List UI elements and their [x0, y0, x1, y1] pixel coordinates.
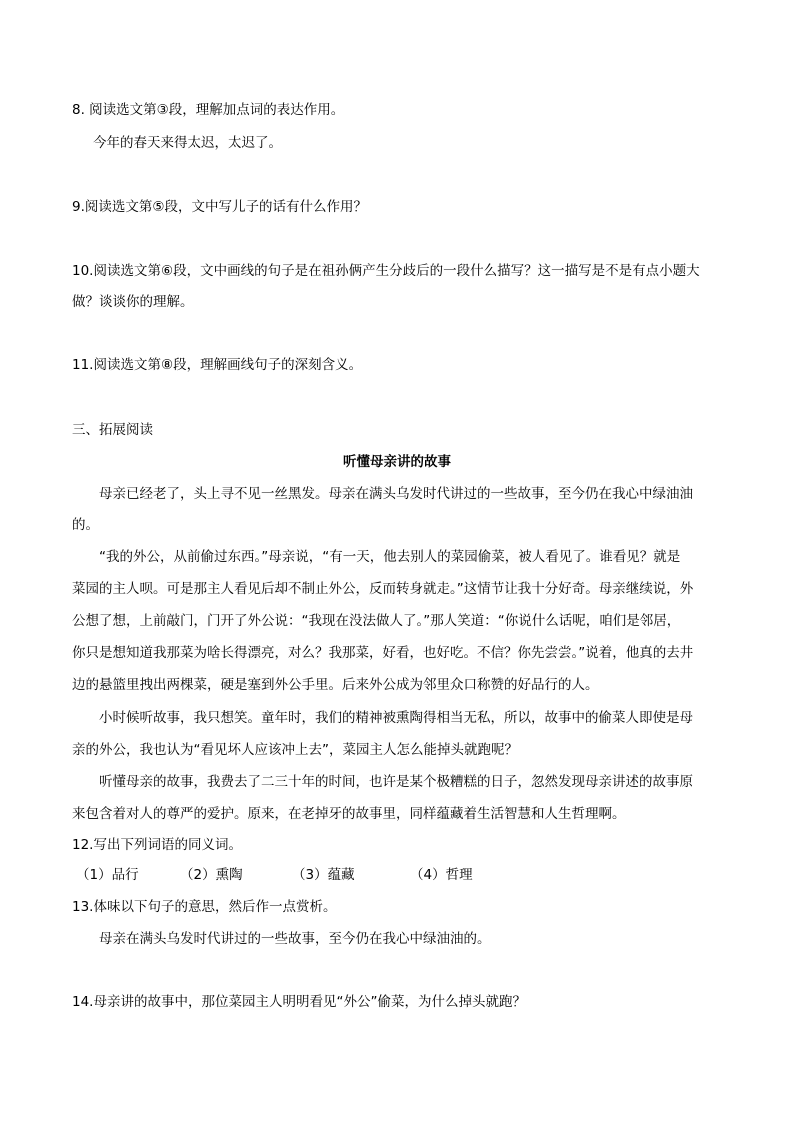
passage-para-2-line-1: “我的外公，从前偷过东西。”母亲说，“有一天，他去别人的菜园偷菜，被人看见了。谁看见？就是 — [99, 549, 681, 565]
passage-para-3-line-1: 小时候听故事，我只想笑。童年时，我们的精神被熏陶得相当无私，所以，故事中的偷菜人即使是母 — [99, 710, 693, 726]
passage-para-2-line-2: 菜园的主人呗。可是那主人看见后却不制止外公，反而转身就走。”这情节让我十分好奇。母亲继续说，外 — [72, 581, 694, 597]
section-3-heading: 三、拓展阅读 — [72, 422, 153, 438]
passage-para-1-line-1: 母亲已经老了，头上寻不见一丝黑发。母亲在满头乌发时代讲过的一些故事，至今仍在我心中绿油油 — [99, 486, 693, 502]
question-12-option-2: （2）熏陶 — [180, 867, 243, 883]
question-12-option-4: （4）哲理 — [410, 867, 473, 883]
question-12-option-3: （3）蕴藏 — [292, 867, 355, 883]
question-13-sentence: 母亲在满头乌发时代讲过的一些故事，至今仍在我心中绿油油的。 — [99, 931, 491, 947]
question-10-line-1: 10.阅读选文第⑥段，文中画线的句子是在祖孙俩产生分歧后的一段什么描写？这一描写是不是有点小题大 — [72, 263, 700, 279]
passage-para-4-line-1: 听懂母亲的故事，我费去了二三十年的时间，也许是某个极糟糕的日子，忽然发现母亲讲述的故事原 — [99, 774, 693, 790]
question-9-prompt: 9.阅读选文第⑤段，文中写儿子的话有什么作用？ — [72, 199, 367, 215]
passage-title: 听懂母亲讲的故事 — [343, 454, 451, 470]
question-12-prompt: 12.写出下列词语的同义词。 — [72, 837, 242, 853]
question-11-prompt: 11.阅读选文第⑧段，理解画线句子的深刻含义。 — [72, 357, 363, 373]
passage-para-4-line-2: 来包含着对人的尊严的爱护。原来，在老掉牙的故事里，同样蕴藏着生活智慧和人生哲理啊。 — [72, 806, 626, 822]
passage-para-2-line-3: 公想了想，上前敲门，门开了外公说：“我现在没法做人了。”那人笑道：“你说什么话呢，咱们是邻居， — [72, 613, 681, 629]
passage-para-2-line-5: 边的悬篮里拽出两棵菜，硬是塞到外公手里。后来外公成为邻里众口称赞的好品行的人。 — [72, 677, 599, 693]
passage-para-2-line-4: 你只是想知道我那菜为啥长得漂亮，对么？我那菜，好看，也好吃。不信？你先尝尝。”说着，他真的去井 — [72, 645, 694, 661]
question-14-prompt: 14.母亲讲的故事中，那位菜园主人明明看见“外公”偷菜，为什么掉头就跑？ — [72, 994, 526, 1010]
passage-para-3-line-2: 亲的外公，我也认为“看见坏人应该冲上去”，菜园主人怎么能掉头就跑呢？ — [72, 742, 518, 758]
question-8-prompt: 8. 阅读选文第③段，理解加点词的表达作用。 — [72, 102, 345, 118]
question-13-prompt: 13.体味以下句子的意思，然后作一点赏析。 — [72, 899, 337, 915]
question-8-sentence: 今年的春天来得太迟，太迟了。 — [93, 135, 282, 151]
question-10-line-2: 做？谈谈你的理解。 — [72, 294, 194, 310]
question-12-option-1: （1）品行 — [76, 867, 139, 883]
question-12-options — [76, 865, 473, 885]
passage-para-1-line-2: 的。 — [72, 517, 99, 533]
